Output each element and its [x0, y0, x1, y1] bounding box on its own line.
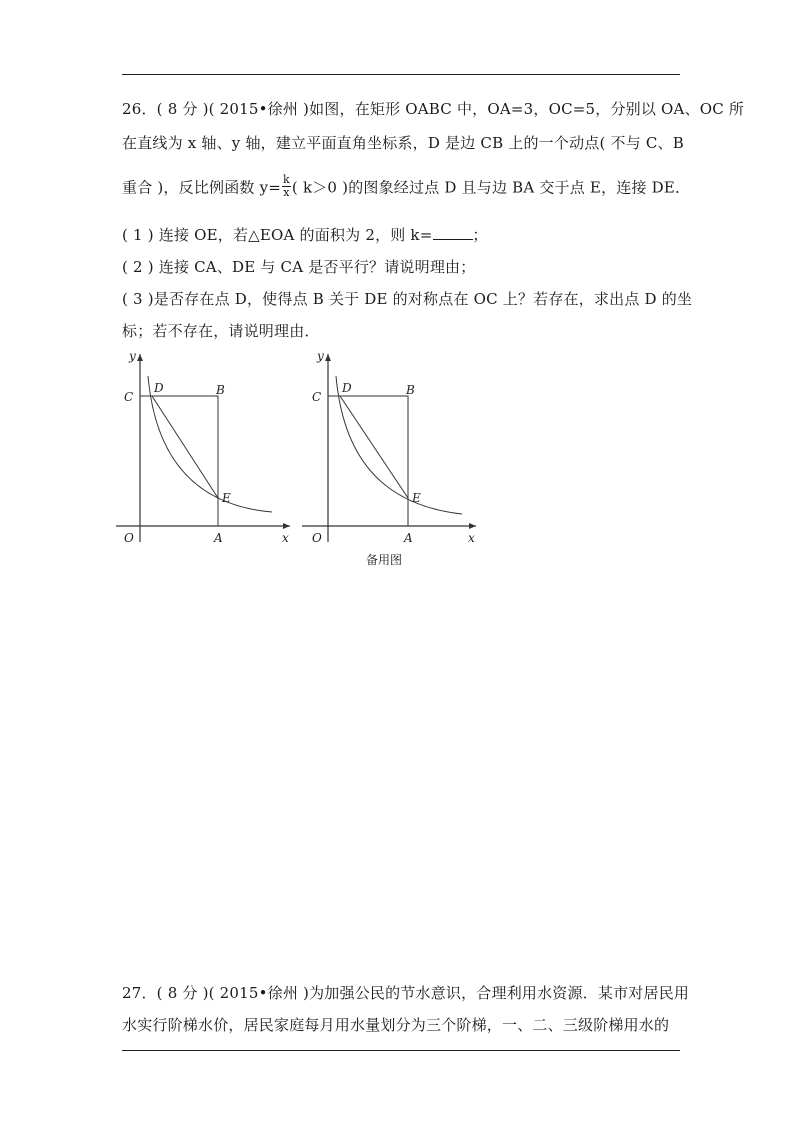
label-o: O	[124, 531, 134, 545]
label-d: D	[342, 381, 352, 395]
q26-part-1	[122, 224, 488, 245]
backup-figure-caption: 备用图	[366, 553, 403, 567]
footer-rule	[122, 1050, 680, 1051]
q26-part-1-pre: ( 1 ) 连接 OE，若△EOA 的面积为 2，则 k=	[122, 226, 433, 244]
label-x: x	[468, 531, 475, 545]
x-axis-arrow	[469, 523, 476, 529]
q26-part-2: ( 2 ) 连接 CA、DE 与 CA 是否平行？请说明理由；	[122, 258, 476, 276]
q26-line-3	[122, 173, 691, 201]
label-b: B	[216, 383, 225, 397]
label-o: O	[312, 531, 322, 545]
rectangle-oabc	[328, 396, 408, 526]
q26-line-2: 在直线为 x 轴、y 轴，建立平面直角坐标系，D 是边 CB 上的一个动点( 不与 C、B	[122, 134, 684, 152]
rectangle-oabc	[140, 396, 218, 526]
q26-line-3-pre: 重合 )，反比例函数 y=	[122, 178, 282, 197]
label-y: y	[129, 349, 136, 363]
label-e: E	[412, 491, 421, 505]
segment-de	[152, 396, 218, 498]
q26-part-3-line-2: 标；若不存在，请说明理由．	[122, 322, 320, 340]
header-rule	[122, 74, 680, 75]
y-axis-arrow	[137, 354, 143, 361]
hyperbola-curve	[336, 376, 462, 514]
q26-line-3-post: ( k＞0 )的图象经过点 D 且与边 BA 交于点 E，连接 DE．	[291, 178, 691, 197]
fraction-denominator: x	[283, 186, 290, 199]
label-a: A	[214, 531, 223, 545]
q27-line-2: 水实行阶梯水价，居民家庭每月用水量划分为三个阶梯，一、二、三级阶梯用水的	[122, 1016, 670, 1034]
label-y: y	[317, 349, 324, 363]
q26-line-1: 26．( 8 分 )( 2015•徐州 )如图，在矩形 OABC 中，OA=3，OC=5，分别以 OA、OC 所	[122, 100, 745, 118]
figure-backup	[298, 346, 488, 546]
figure-main	[112, 346, 302, 546]
inverse-fraction	[282, 174, 291, 199]
label-b: B	[406, 383, 415, 397]
label-d: D	[154, 381, 164, 395]
q26-part-1-post: ；	[472, 226, 488, 244]
segment-de	[340, 396, 408, 498]
label-a: A	[404, 531, 413, 545]
label-c: C	[312, 390, 322, 404]
y-axis-arrow	[325, 354, 331, 361]
q27-line-1: 27．( 8 分 )( 2015•徐州 )为加强公民的节水意识，合理利用水资源．某市对居民用	[122, 984, 690, 1002]
label-e: E	[222, 491, 231, 505]
q26-part-3-line-1: ( 3 )是否存在点 D，使得点 B 关于 DE 的对称点在 OC 上？若存在，求出点 D 的坐	[122, 290, 693, 308]
label-c: C	[124, 390, 134, 404]
x-axis-arrow	[283, 523, 290, 529]
fraction-numerator: k	[283, 173, 290, 186]
answer-blank	[433, 225, 473, 240]
label-x: x	[282, 531, 289, 545]
